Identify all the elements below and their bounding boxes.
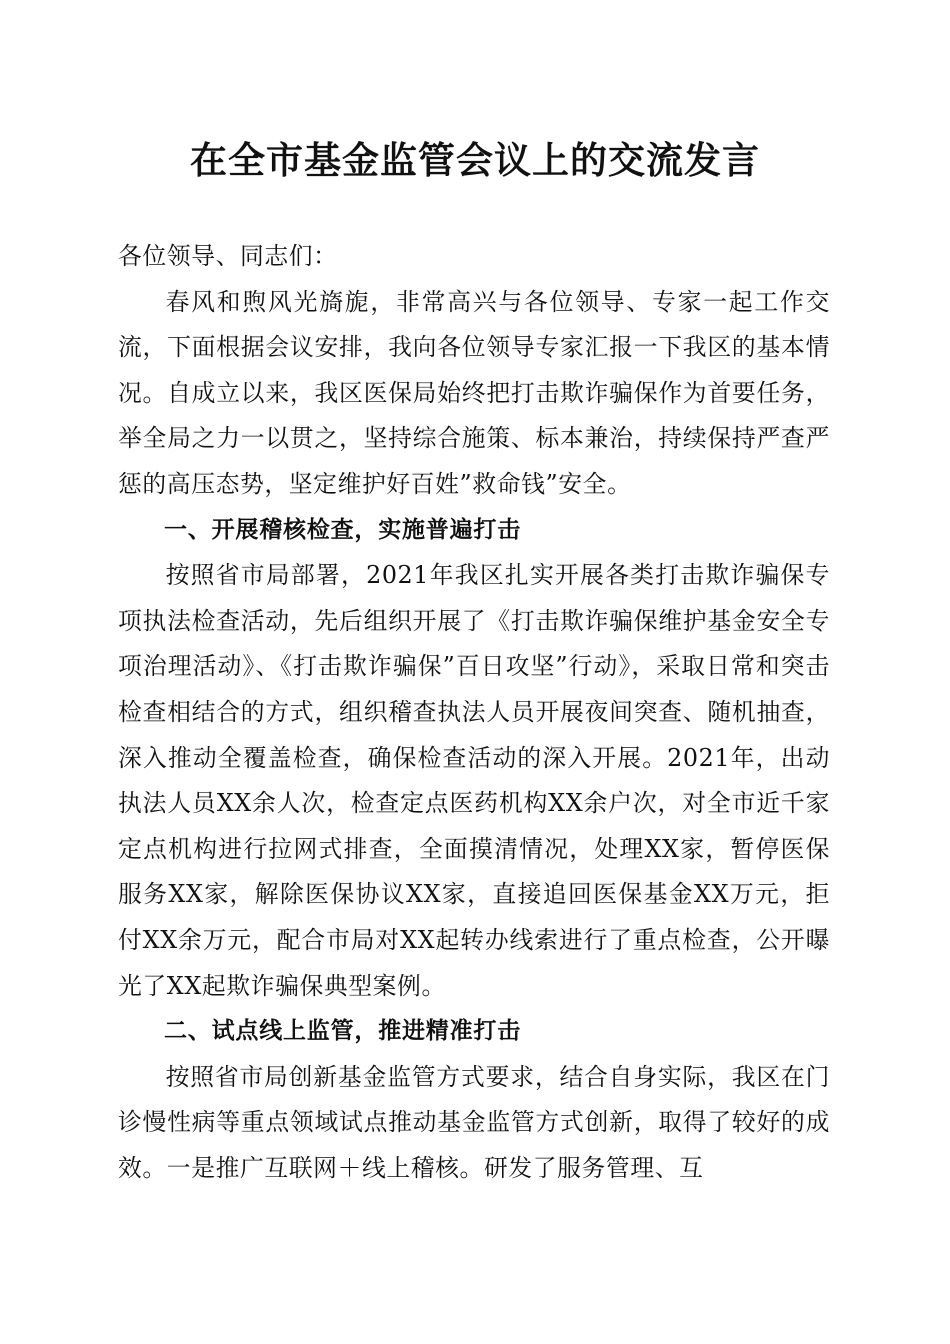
section-1-paragraph: 按照省市局部署，2021年我区扎实开展各类打击欺诈骗保专项执法检查活动，先后组织开展了《打击欺诈骗保维护基金安全专项治理活动》、《打击欺诈骗保”百日攻坚”行动》，采取日常和突击检查相结合的方式，组织稽查执法人员开展夜间突查、随机抽查，深入推动全覆盖检查，确保检查活动的深入开展。2021年，出动执法人员XX余人次，检查定点医药机构XX余户次，对全市近千家定点机构进行拉网式排查，全面摸清情况，处理XX家，暂停医保服务XX家，解除医保协议XX家，直接追回医保基金XX万元，拒付XX余万元，配合市局对XX起转办线索进行了重点检查，公开曝光了XX起欺诈骗保典型案例。 (118, 561, 830, 1000)
section-2-heading: 二、试点线上监管，推进精准打击 (164, 1018, 521, 1045)
section-2-paragraph: 按照省市局创新基金监管方式要求，结合自身实际，我区在门诊慢性病等重点领域试点推动基金监管方式创新，取得了较好的成效。一是推广互联网＋线上稽核。研发了服务管理、互 (118, 1062, 830, 1182)
document-title: 在全市基金监管会议上的交流发言 (190, 138, 760, 182)
document-body (118, 234, 830, 1191)
section-1-heading: 一、开展稽核检查，实施普遍打击 (164, 516, 521, 543)
salutation: 各位领导、同志们： (118, 242, 338, 270)
intro-paragraph: 春风和煦风光旖旎，非常高兴与各位领导、专家一起工作交流，下面根据会议安排，我向各位领导专家汇报一下我区的基本情况。自成立以来，我区医保局始终把打击欺诈骗保作为首要任务，举全局之力一以贯之，坚持综合施策、标本兼治，持续保持严查严惩的高压态势，坚定维护好百姓”救命钱”安全。 (118, 287, 830, 498)
